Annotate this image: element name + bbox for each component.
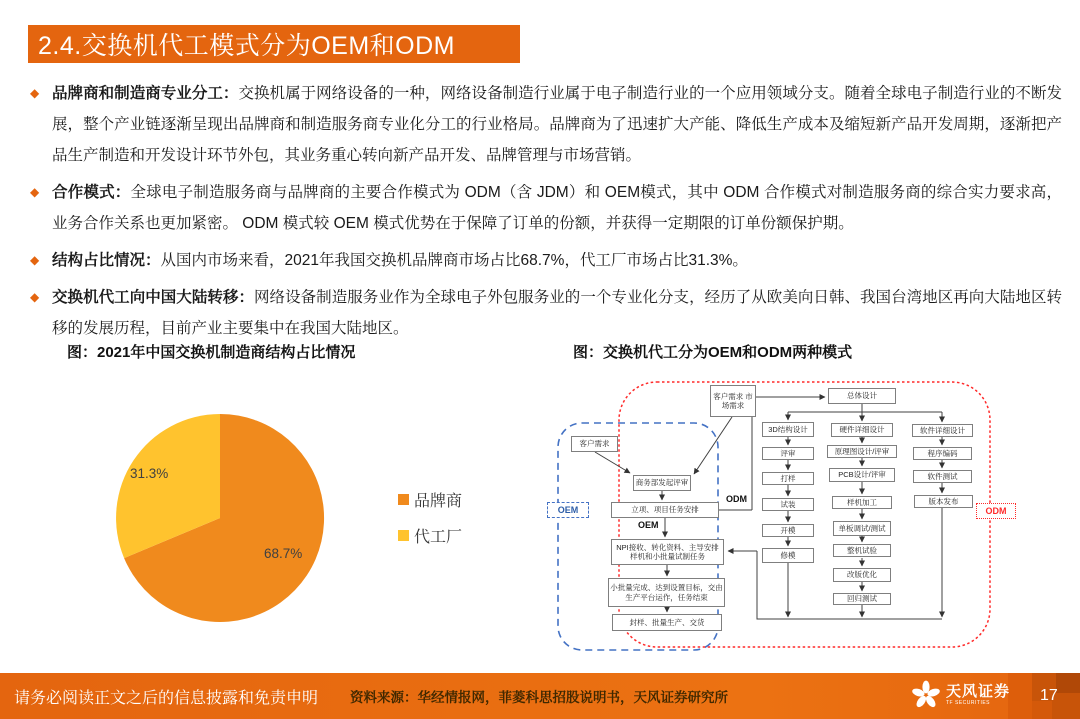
- bullet-label: 合作模式：: [52, 184, 131, 201]
- oem-region-label: OEM: [547, 502, 589, 518]
- tf-securities-logo: [912, 680, 1010, 710]
- footer-mosaic: [1008, 673, 1032, 719]
- page-number: 17: [1040, 687, 1058, 704]
- odm-region-label: ODM: [976, 503, 1016, 519]
- bullet-item: [30, 177, 1062, 239]
- footer-mosaic: [1056, 673, 1080, 693]
- bullet-text: 交换机属于网络设备的一种，网络设备制造行业属于电子制造行业的一个应用领域分支。随着全球电子制造行业的不断发展，整个产业链逐渐呈现出品牌商和制造服务商专业化分工的行业格局。品牌商为了迅速扩大产能、降低生产成本及缩短新产品开发周期，逐渐把产品生产制造和开发设计环节外包，其业务重心转向新产品开发、品牌管理与市场营销。: [52, 85, 1062, 164]
- pie-svg: [110, 406, 340, 636]
- flow-box-prototype: 样机加工: [832, 496, 892, 509]
- flow-box-sw-test: 软件测试: [913, 470, 972, 483]
- flowchart: [540, 372, 1080, 670]
- flow-box-business-review: 商务部发起评审: [633, 475, 691, 491]
- bullet-item: [30, 245, 1062, 276]
- legend-swatch-factory-icon: [398, 530, 409, 541]
- page-title-text: 2.4.交换机代工模式分为OEM和ODM: [38, 32, 455, 60]
- flow-box-mold-open: 开模: [762, 524, 814, 537]
- pie-label-factory: 31.3%: [130, 466, 169, 481]
- flow-box-small-batch: 小批量完成、达到设置目标，交由生产平台运作，任务结束: [608, 578, 725, 607]
- brand-subtitle: TF SECURITIES: [946, 699, 991, 706]
- footer-disclaimer: 请务必阅读正文之后的信息披露和免责申明: [14, 689, 319, 707]
- flow-box-review: 评审: [762, 447, 814, 460]
- bullet-diamond-icon: ◆: [30, 253, 40, 267]
- brand-name: 天风证券: [946, 682, 1011, 700]
- bullet-text: 全球电子制造服务商与品牌商的主要合作模式为 ODM（含 JDM）和 OEM模式，其中 ODM 合作模式对制造服务商的综合实力要求高，业务合作关系也更加紧密。 ODM 模式较 OEM 模式优势在于保障了订单的份额，并获得一定期限的订单份额保护期。: [52, 184, 1062, 232]
- flow-box-overall-design: 总体设计: [828, 388, 896, 404]
- flow-box-machine-test: 整机试验: [833, 544, 891, 557]
- bullet-diamond-icon: ◆: [30, 290, 40, 304]
- bullet-label: 品牌商和制造商专业分工：: [52, 85, 239, 102]
- page-title: [28, 25, 520, 63]
- flow-box-mass-production: 封样、批量生产、交货: [612, 614, 722, 631]
- pie-label-brand: 68.7%: [264, 546, 303, 561]
- figure-title-pie: 图：2021年中国交换机制造商结构占比情况: [67, 344, 356, 361]
- legend-swatch-brand-icon: [398, 494, 409, 505]
- flow-box-customer-demand: 客户需求: [571, 436, 618, 452]
- flow-box-hw-design: 硬件详细设计: [831, 423, 893, 437]
- odm-path-label: ODM: [726, 494, 747, 504]
- tf-flower-icon: [912, 680, 940, 710]
- legend-item-factory: [398, 524, 462, 547]
- pie-legend: [398, 488, 462, 560]
- flow-box-npi: NPI接收、转化资料、主导安排样机和小批量试制任务: [611, 539, 724, 565]
- footer-source: 资料来源：华经情报网，菲菱科思招股说明书，天风证券研究所: [350, 690, 728, 705]
- flow-box-pcb: PCB设计/评审: [829, 468, 895, 482]
- flow-box-release: 版本发布: [914, 495, 973, 508]
- flow-box-schematic: 原理图设计/评审: [827, 445, 897, 458]
- footer-bar: [0, 673, 1080, 719]
- flow-box-coding: 程序编码: [913, 447, 972, 460]
- flow-box-mold-fix: 修模: [762, 548, 814, 563]
- figure-title-flowchart: 图：交换机代工分为OEM和ODM两种模式: [573, 344, 853, 361]
- flow-box-sample: 打样: [762, 472, 814, 485]
- flow-box-revision: 改版优化: [833, 568, 891, 582]
- bullet-item: [30, 78, 1062, 171]
- legend-label-factory: 代工厂: [414, 529, 463, 546]
- flow-box-project-setup: 立项、项目任务安排: [611, 502, 719, 518]
- bullet-diamond-icon: ◆: [30, 185, 40, 199]
- bullet-label: 结构占比情况：: [52, 252, 161, 269]
- flow-box-board-test: 单板调试/测试: [833, 521, 891, 536]
- flow-box-customer-market-demand: 客户需求 市场需求: [710, 385, 756, 417]
- bullet-text: 从国内市场来看，2021年我国交换机品牌商市场占比68.7%，代工厂市场占比31.3%。: [160, 252, 748, 269]
- bullet-item: [30, 282, 1062, 344]
- flow-box-trial-assembly: 试装: [762, 498, 814, 511]
- flow-box-regression-test: 回归测试: [833, 593, 891, 605]
- legend-item-brand: [398, 488, 462, 511]
- bullet-diamond-icon: ◆: [30, 86, 40, 100]
- flow-box-sw-design: 软件详细设计: [912, 424, 973, 437]
- oem-path-label: OEM: [638, 520, 659, 530]
- flow-box-3d-design: 3D结构设计: [762, 422, 814, 437]
- legend-label-brand: 品牌商: [414, 493, 463, 510]
- pie-chart: [110, 406, 490, 636]
- bullet-text: 网络设备制造服务业作为全球电子外包服务业的一个专业化分支，经历了从欧美向日韩、我国台湾地区再向大陆地区转移的发展历程，目前产业主要集中在我国大陆地区。: [52, 289, 1062, 337]
- bullet-list: [30, 78, 1062, 350]
- bullet-label: 交换机代工向中国大陆转移：: [52, 289, 255, 306]
